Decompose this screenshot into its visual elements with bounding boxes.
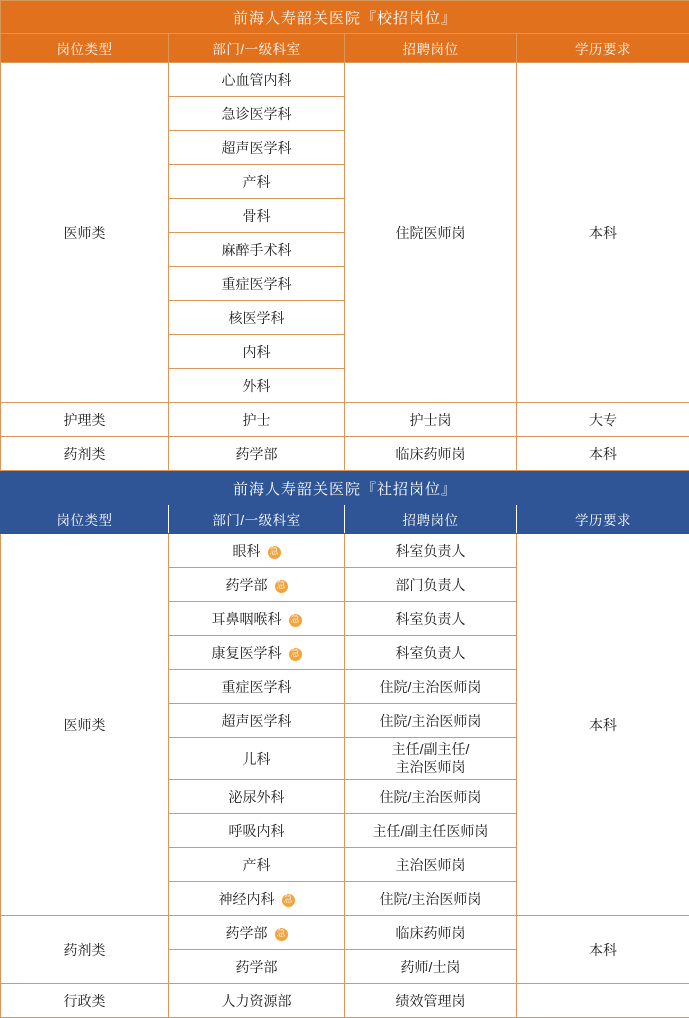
social-department: 超声医学科 [169,704,345,738]
social-banner-row [1,472,689,505]
social-department: 重症医学科 [169,670,345,704]
table-row [1,984,689,1018]
social-department: 儿科 [169,738,345,780]
hot-flag-icon: 急 [268,546,281,559]
social-department-label: 药学部 [226,925,268,941]
campus-department: 骨科 [169,199,345,233]
campus-header-row [1,34,689,63]
social-department: 泌尿外科 [169,780,345,814]
social-department [169,636,345,670]
social-pharmacy-education: 本科 [517,916,689,984]
campus-header-department: 部门/一级科室 [169,34,345,63]
campus-department: 急诊医学科 [169,97,345,131]
hot-flag-icon: 急 [282,894,295,907]
social-position [345,738,517,780]
campus-banner-title: 前海人寿韶关医院『校招岗位』 [1,1,689,34]
social-department [169,882,345,916]
social-admin-type: 行政类 [1,984,169,1018]
campus-position: 临床药师岗 [345,437,517,471]
table-row [1,63,689,97]
campus-department: 药学部 [169,437,345,471]
social-department: 呼吸内科 [169,814,345,848]
social-department-label: 康复医学科 [212,645,282,661]
social-position: 药师/士岗 [345,950,517,984]
social-banner-title: 前海人寿韶关医院『社招岗位』 [1,472,689,505]
campus-doctor-education: 本科 [517,63,689,403]
campus-department: 心血管内科 [169,63,345,97]
social-recruitment-table [0,471,689,1018]
social-position-line1: 主任/副主任/ [345,741,516,759]
social-department [169,534,345,568]
social-position: 科室负责人 [345,602,517,636]
social-admin-education [517,984,689,1018]
campus-job-type: 药剂类 [1,437,169,471]
table-row [1,437,689,471]
campus-header-job-type: 岗位类型 [1,34,169,63]
social-header-row [1,505,689,534]
social-department: 药学部 [169,950,345,984]
social-doctor-education: 本科 [517,534,689,916]
campus-department: 麻醉手术科 [169,233,345,267]
social-doctor-type: 医师类 [1,534,169,916]
hot-flag-icon: 急 [275,928,288,941]
campus-doctor-type: 医师类 [1,63,169,403]
hot-flag-icon: 急 [289,648,302,661]
social-department [169,568,345,602]
campus-header-position: 招聘岗位 [345,34,517,63]
social-department-label: 药学部 [226,577,268,593]
social-header-education: 学历要求 [517,505,689,534]
campus-recruitment-table [0,0,689,471]
social-position: 住院/主治医师岗 [345,704,517,738]
campus-banner-row [1,1,689,34]
campus-department: 超声医学科 [169,131,345,165]
social-position: 主任/副主任医师岗 [345,814,517,848]
social-department [169,916,345,950]
campus-education: 大专 [517,403,689,437]
campus-department: 护士 [169,403,345,437]
social-header-position: 招聘岗位 [345,505,517,534]
campus-job-type: 护理类 [1,403,169,437]
social-pharmacy-type: 药剂类 [1,916,169,984]
social-department-label: 神经内科 [219,891,275,907]
social-department [169,602,345,636]
social-department: 人力资源部 [169,984,345,1018]
social-position: 住院/主治医师岗 [345,670,517,704]
social-position: 绩效管理岗 [345,984,517,1018]
social-position: 部门负责人 [345,568,517,602]
social-header-job-type: 岗位类型 [1,505,169,534]
social-position: 住院/主治医师岗 [345,780,517,814]
campus-department: 产科 [169,165,345,199]
campus-department: 外科 [169,369,345,403]
campus-department: 内科 [169,335,345,369]
social-position: 科室负责人 [345,636,517,670]
table-row [1,403,689,437]
table-row [1,916,689,950]
campus-education: 本科 [517,437,689,471]
social-header-department: 部门/一级科室 [169,505,345,534]
social-position: 临床药师岗 [345,916,517,950]
social-position: 主治医师岗 [345,848,517,882]
campus-position: 护士岗 [345,403,517,437]
campus-department: 重症医学科 [169,267,345,301]
hot-flag-icon: 急 [275,580,288,593]
social-position: 科室负责人 [345,534,517,568]
campus-department: 核医学科 [169,301,345,335]
social-department-label: 眼科 [233,543,261,559]
social-position-line2: 主治医师岗 [345,759,516,777]
social-department-label: 耳鼻咽喉科 [212,611,282,627]
campus-doctor-position: 住院医师岗 [345,63,517,403]
hot-flag-icon: 急 [289,614,302,627]
social-position: 住院/主治医师岗 [345,882,517,916]
campus-header-education: 学历要求 [517,34,689,63]
table-row [1,534,689,568]
social-department: 产科 [169,848,345,882]
